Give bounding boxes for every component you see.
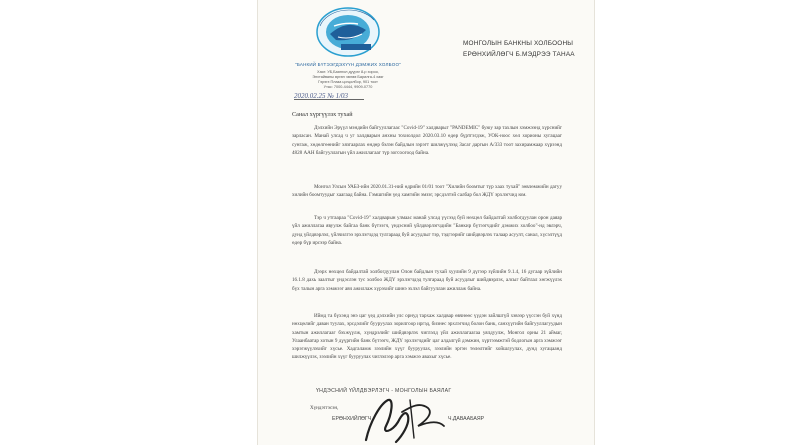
closing-slogan: ҮНДЭСНИЙ ҮЙЛДВЭРЛЭГЧ - МОНГОЛЫН БАЯЛАГ (316, 388, 452, 394)
recipient-block (463, 38, 583, 60)
letter-page (258, 0, 594, 445)
body-paragraph: Дээрх нөхцөл байдалтай холбогдуулан Олон байдлын тухай хуулийн 9 дүгээр зүйлийн 9.1.4, 16 дугаар зүйлийн 16.1.8 дахь заалтыг үндэслэн тус холбоо ЖДҮ эрхлэгчдэд тулгараад буй асуудлыг шийдвэрлэх, алсыг байтлал хөгжүүлэх бүх талын арга хэмжээг авч ажиллаж хүрэхийг шинэ эхлэл байгууллан ажиллаж байна. (292, 269, 562, 292)
respect-line: Хүндэтгэсэн, (310, 406, 339, 411)
reference-underline (294, 99, 364, 100)
signer-name: Ч.ДАВААБАЯР (448, 416, 485, 422)
body-paragraph: Монгол Улсын УАБЗ-ийн 2020.01.31-ний өдрийн 01/01 тоот "Хилийн боомтыг түр хаах тухай" зөвлөмжийн дагуу хилийн боомтуудыг хаагаад байна. Гэмшгийн үед хамгийн эмзэг, эрсдэлтэй салбар бол ЖДҮ эрхлэгчид юм. (292, 184, 562, 199)
organization-name: "БАНКИЙ БҮТЭЭГДЭХҮҮН ДЭМЖИХ ХОЛБОО" (295, 62, 401, 67)
body-paragraph: Тэр ч утгаараа "Covid-19" халдварын улмаас манай улсад үүсээд буй нөхцөл байдалтай холбогдуулан орон даяар үйл ажиллагаа явуулж байгаа банк бүтээгч, үндэсний үйлдвэрлэгчдийн "Банкир бүтээгчдийг дэмжих холбоо"-нд эвлэрч, дунд үйлдвэрлэл, үйлчилгээ эрхлэгчдэд тулгараад буй асуудлыг тэр, тэдгээрийг шийдвэрлэх талаар асуулт, санал, хүсэлтүүд өдөр бүр ирсээр байна. (292, 215, 562, 246)
address-line: Энхтайваны өргөн чөлөө Барилга-4 хаяг (312, 75, 384, 79)
recipient-line: ЕРӨНХИЙЛӨГЧ Б.МЭДРЭЭ ТАНАА (463, 51, 575, 58)
phone-line: Утас: 7000-4444, 9909-0770 (323, 85, 373, 89)
reference-number: 2020.02.25 № 1/03 (294, 92, 349, 100)
signer-title: ЕРӨНХИЙЛӨГЧ (332, 416, 372, 422)
address-line: Хаяг: УБ,Баянгол дүүрэг 8-р хороо, (317, 70, 379, 74)
organization-logo (308, 4, 388, 62)
body-paragraph: Иймд та бүхэнд энэ цаг үед дэлхийн улс орнуд тархаж халдвар өвчнөөс үүдэн зайлшгүй хэвээр үүссэн буй хүнд нөхцөлийг даван туулах, эрсдэлийг бууруулах зорилгоор иргэд, бизнес эрхлэгчид болон банк, санхүүгийн байгууллагуудын хамтын ажиллагааг бэхжүүлж, хүндрэлийг шийдвэрлэх чиглэлд үйл ажиллагаагаа уялдуулж, Монгол орны 21 аймаг, Улаанбаатар хотын 9 дүүргийн банк бүтээгч, ЖДҮ эрхлэгчдийг цаг алдалгүй дэмжин, хүртээмжтэй бодлогын арга хэмжээг хэрэгжүүлэхийг хүсье. Хадгаламж зээлийн хүүг бууруулах, зээлийн эргэн төлөлтийг хойшлуулах, дунд хугацаанд шилжүүлэх, зээлийн хүүг бууруулах чиглэлээр арга хэмжээ авахыг хүсье. (292, 313, 562, 361)
address-line: Гэрэгэ Плаза цогцолбор, 901 тоот (318, 80, 378, 84)
body-paragraph: Дэлхийн Эрүүл мэндийн байгууллагаас "Covid-19" халдварыг "PANDEMIC" буюу зар тахлын хэмжээнд хүрснийг зарласан. Манай улсад ч уг халдварын анхны тохиолдол 2020.03.10 өдөр бүртгэгдэж, УОК-ноос хөл хорионы хугацааг сунгаж, хөдөлгөөнийг хязгаарлах өндөр бэлэн байдлын зэрэгт шилжүүлээд Засаг даргын А/333 тоот захирамжаар хүрээнд 4828 ААН байгууллагын үйл ажиллагааг түр зогсоогоод байна. (292, 125, 562, 156)
handwritten-signature (358, 392, 448, 445)
letter-subject: Санал хүргүүлэх тухай (292, 111, 353, 118)
recipient-line: МОНГОЛЫН БАНКНЫ ХОЛБООНЫ (463, 40, 574, 47)
